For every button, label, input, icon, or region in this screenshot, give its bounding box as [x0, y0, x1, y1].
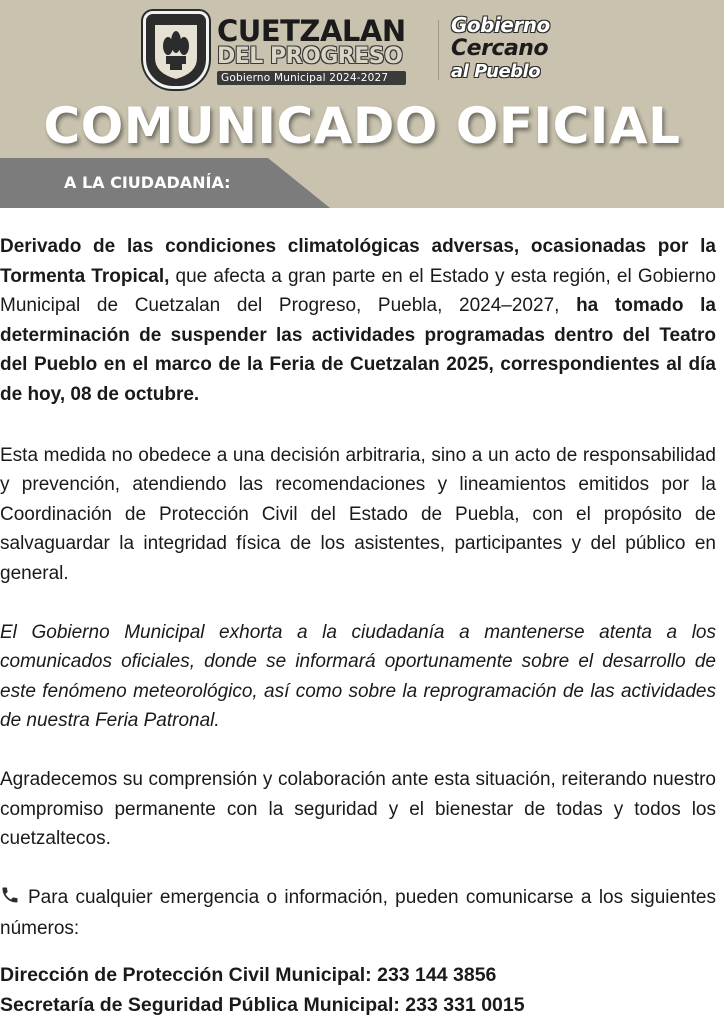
slogan-line-3: al Pueblo — [451, 61, 541, 82]
page-title: COMUNICADO OFICIAL — [43, 97, 681, 155]
contact-protection-civil — [0, 960, 716, 990]
contact-public-security — [0, 990, 716, 1020]
paragraph-3: El Gobierno Municipal exhorta a la ciudadanía a mantenerse atenta a los comunicados oficiales, donde se informará oportunamente sobre el desarrollo de este fenómeno meteorológico, así como sobre la reprogramación de las actividades de nuestra Feria Patronal. — [0, 621, 716, 732]
p5-text: Para cualquier emergencia o información, pueden comunicarse a los siguientes números: — [0, 886, 716, 940]
paragraph-1 — [0, 232, 716, 410]
slogan — [451, 14, 550, 82]
phone-icon — [0, 885, 20, 915]
contact-label: Secretaría de Seguridad Pública Municipal: — [0, 994, 400, 1016]
p1-text: que afecta a gran parte en el Estado y esta región, el Gobierno Municipal de Cuetzalan del Progreso, Puebla, 2024–2027, — [0, 265, 716, 317]
contact-number: 233 144 3856 — [377, 964, 497, 986]
header-divider — [438, 20, 439, 80]
paragraph-5 — [0, 883, 716, 944]
slogan-line-2: Cercano — [451, 36, 549, 61]
contact-label: Dirección de Protección Civil Municipal: — [0, 964, 372, 986]
municipal-logo — [143, 8, 406, 92]
audience-label: A LA CIUDADANÍA: — [64, 173, 231, 192]
brand-term: Gobierno Municipal 2024-2027 — [217, 71, 406, 85]
municipal-shield-icon — [143, 11, 209, 89]
slogan-line-1: Gobierno — [451, 13, 550, 37]
communique-body — [0, 232, 716, 973]
contact-number: 233 331 0015 — [405, 994, 525, 1016]
brand-name: CUETZALAN — [217, 13, 406, 48]
p1-bold-intro: Derivado de las condiciones climatológicas adversas, ocasionadas por la Tormenta Tropical, — [0, 236, 716, 287]
p1-bold-decision: ha tomado la determinación de suspender las actividades programadas dentro del Teatro del Pueblo en el marco de la Feria de Cuetzalan 2025, correspondientes al día de hoy, 08 de octubre. — [0, 295, 716, 405]
contact-list — [0, 960, 716, 1020]
brand-subtitle: DEL PROGRESO — [217, 43, 403, 69]
brand-wordmark — [217, 13, 406, 85]
paragraph-4: Agradecemos su comprensión y colaboración ante esta situación, reiterando nuestro compromiso permanente con la seguridad y el bienestar de todas y todos los cuetzaltecos. — [0, 768, 716, 850]
paragraph-2: Esta medida no obedece a una decisión arbitraria, sino a un acto de responsabilidad y prevención, atendiendo las recomendaciones y lineamientos emitidos por la Coordinación de Protección Civil del Estado de Puebla, con el propósito de salvaguardar la integridad física de los asistentes, participantes y del público en general. — [0, 444, 716, 584]
